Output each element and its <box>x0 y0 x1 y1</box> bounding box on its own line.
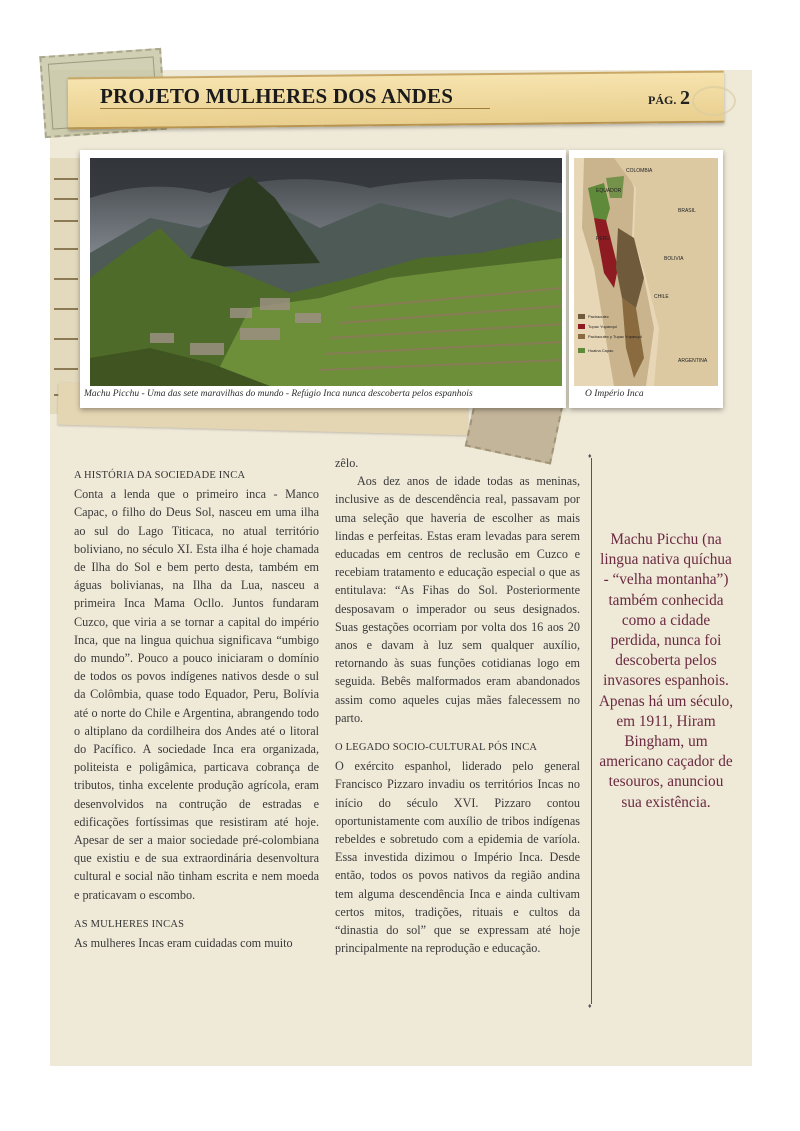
map-caption: O Império Inca <box>585 389 644 399</box>
legend-swatch <box>578 348 585 353</box>
legend-label: Pachacutec <box>588 314 609 319</box>
map-label-colombia: COLOMBIA <box>626 168 653 174</box>
page-label: PÁG. <box>648 93 677 107</box>
map-label-argentina: ARGENTINA <box>678 358 708 364</box>
legend-swatch <box>578 324 585 329</box>
legend-label: Huaina Capac <box>588 348 614 353</box>
article-column-1 <box>74 467 319 952</box>
legend-label: Tupac Yupanqui <box>588 324 617 329</box>
title-underline <box>100 108 490 109</box>
page-title: PROJETO MULHERES DOS ANDES <box>100 84 454 108</box>
sidebar-quote: Machu Picchu (na lingua nativa quíchua - “velha montanha”) também conhecida como a cidade perdida, nunca foi descoberta pelos invasores espanhois. Apenas há um século, em 1911, Hiram Bingham, um americano caçador de tesouros, anunciou sua existência. <box>598 531 734 811</box>
map-label-peru: PERÚ <box>596 236 610 242</box>
section-text-women-start: As mulheres Incas eram cuidadas com muito <box>74 936 293 951</box>
section-heading-history: A HISTÓRIA DA SOCIEDADE INCA <box>74 470 246 481</box>
section-paragraph-women: Aos dez anos de idade todas as meninas, inclusive as de descendência real, passavam por uma seleção que haveria de escolher as mais lindas e perfeitas. Estas eram levadas para serem educadas em centros de reclusão em Cuzco e recebiam tratamento e educação especial o que as entitulava: “As Fihas do Sol. Posteriormente desposavam o imperador ou seus designados. Suas gestações ocorriam por volta dos 16 aos 20 anos e davam à luz sem qualquer auxílio, retornando às suas funções cotidianas logo em seguida. Bebês malformados eram abandonados assim como aqueles cujas mães falecessem no parto. <box>335 474 580 725</box>
section-heading-women: AS MULHERES INCAS <box>74 918 185 930</box>
section-text-women-continued: zêlo. <box>335 456 359 470</box>
article-column-2 <box>335 454 580 957</box>
legend-swatch <box>578 314 585 319</box>
map-label-ecuador: EQUADOR <box>596 188 622 194</box>
inca-empire-map <box>574 158 718 386</box>
photo-caption: Machu Picchu - Uma das sete maravilhas do mundo - Refúgio Inca nunca descoberta pelos espanhois <box>84 389 473 399</box>
map-label-chile: CHILE <box>654 294 669 300</box>
map-label-brasil: BRASIL <box>678 208 696 214</box>
decorative-flourish <box>692 86 736 116</box>
legend-label: Pachacutec y Tupac Yupanqui <box>588 334 642 339</box>
map-label-bolivia: BOLIVIA <box>664 256 684 262</box>
machu-picchu-photo <box>90 158 562 386</box>
section-text-history: Conta a lenda que o primeiro inca - Manco Capac, o filho do Deus Sol, nasceu em uma ilha ao sul do Lago Titicaca, no atual território boliviano, no século XI. Esta ilha é hoje chamada de Ilha do Sol e bem perto desta, também em águas bolivianas, na Ilha da Lua, nasceu a primeira Inca Mama Ocllo. Juntos fundaram Cuzco, que viria a se tornar a capital do império Inca, que na lingua quichua significava “umbigo do mundo”. Pouco a pouco iniciaram o domínio de todos os povos indígenes nativos desde o sul da Colômbia, quase todo Equador, Peru, Bolívia até o norte do Chile e Argentina, abrangendo todo o altiplano da cordilheira dos Andes até o litoral do Pacífico. A sociedade Inca era organizada, politeista e poligâmica, particava cobrança de tributos, tinha excelente produção agrícola, eram desenvolvidos na contrução de estradas e edificações fortíssimas que resistiram até hoje. Apesar de ser a maior sociedade pré-colombiana que existiu e de sua extraordinária desenvoltura cultural e social não tinham escrita e nem moeda e praticavam o escombo. <box>74 487 319 902</box>
legend-swatch <box>578 334 585 339</box>
section-text-legacy: O exército espanhol, liderado pelo general Francisco Pizzaro invadiu os territórios Incas no início do século XVI. Pizzaro contou oportunistamente com auxílio de tribos indígenas rebeldes e sobretudo com a epidemia de varíola. Essa investida dizimou o Império Inca. Desde então, todos os povos nativos da região andina tem alguma descendência Inca e ainda cultivam certos mitos, tradições, rituais e cultos da “dinastia do sol” que se expressam até hoje principalmente na reprodução e educação. <box>335 759 580 956</box>
section-heading-legacy: O LEGADO SOCIO-CULTURAL PÓS INCA <box>335 742 538 754</box>
page-number: 2 <box>680 87 690 109</box>
sidebar-divider <box>591 458 592 1004</box>
